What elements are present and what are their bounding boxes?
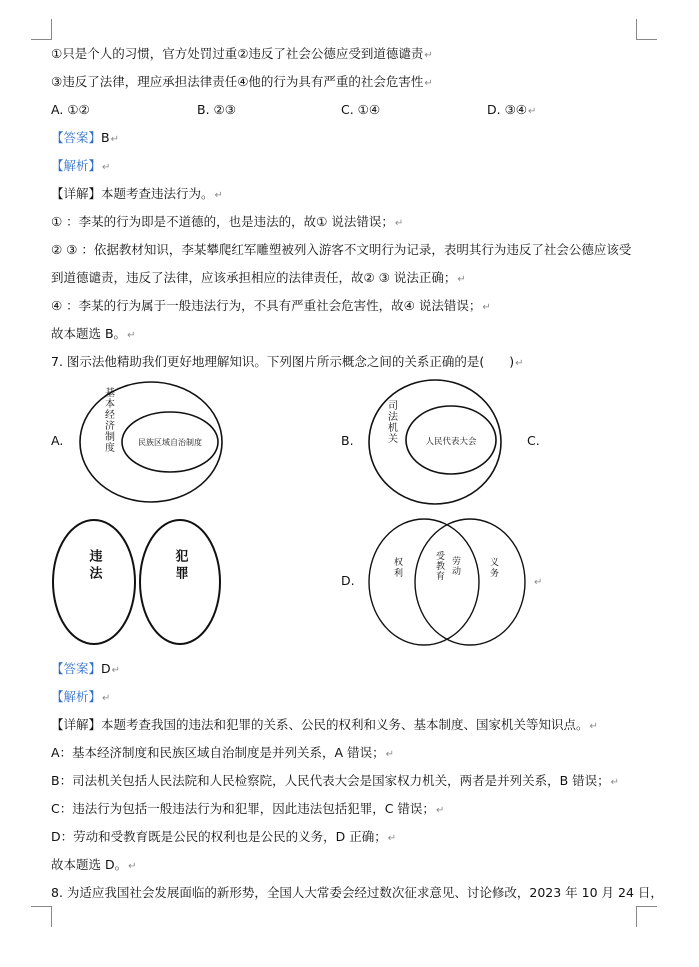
page-corner-mark — [31, 906, 52, 927]
analysis-heading: 【解析】↵ — [51, 689, 111, 704]
answer-line: 【答案】D↵ — [51, 661, 121, 676]
conclusion-line: 故本题选 B。↵ — [51, 326, 136, 341]
figure-a-label: A. — [51, 433, 64, 448]
option-a: A. ①② — [51, 102, 90, 117]
figure-a-diagram — [78, 380, 224, 508]
text-line: D：劳动和受教育既是公民的权利也是公民的义务，D 正确；↵ — [51, 829, 397, 844]
option-d: D. ③④↵ — [487, 102, 537, 117]
question-8: 8. 为适应我国社会发展面临的新形势，全国人大常委会经过数次征求意见、讨论修改，2023 年 10 月 24 日， — [51, 885, 663, 900]
figure-d-right-label: 义务 — [488, 557, 498, 579]
text-line: ② ③ ：依据教材知识，李某攀爬红军雕塑被列入游客不文明行为记录，表明其行为违反了社会公德应该受 — [51, 242, 632, 257]
answer-line: 【答案】B↵ — [51, 130, 119, 145]
text-line: B：司法机关包括人民法院和人民检察院，人民代表大会是国家权力机关，两者是并列关系，B 错误；↵ — [51, 773, 620, 788]
figure-a-inner-label: 民族区域自治制度 — [138, 438, 202, 447]
figure-d-label: D. — [341, 573, 355, 588]
option-c: C. ①④ — [341, 102, 381, 117]
text-line: A：基本经济制度和民族区域自治制度是并列关系，A 错误；↵ — [51, 745, 394, 760]
figure-b-outer-label: 司法机关 — [385, 400, 397, 444]
conclusion-line: 故本题选 D。↵ — [51, 857, 137, 872]
page-corner-mark — [636, 906, 657, 927]
figure-d-diagram — [367, 516, 527, 652]
text-line: 到道德谴责，违反了法律，应该承担相应的法律责任，故② ③ 说法正确；↵ — [51, 270, 466, 285]
detail-line: 【详解】本题考查我国的违法和犯罪的关系、公民的权利和义务、基本制度、国家机关等知识点。↵ — [51, 717, 598, 732]
figure-b-label: B. — [341, 433, 354, 448]
text-line: ① ：李某的行为即是不道德的，也是违法的，故① 说法错误；↵ — [51, 214, 404, 229]
text-line: ③违反了法律，理应承担法律责任④他的行为具有严重的社会危害性↵ — [51, 74, 433, 89]
figure-a-outer-label: 基本经济制度 — [102, 387, 114, 453]
option-b: B. ②③ — [197, 102, 236, 117]
figure-c-right-label: 犯罪 — [172, 549, 188, 583]
question-7: 7. 图示法他精助我们更好地理解知识。下列图片所示概念之间的关系正确的是( )↵ — [51, 354, 524, 369]
paragraph-mark: ↵ — [534, 577, 543, 588]
text-line: ④ ：李某的行为属于一般违法行为，不具有严重社会危害性，故④ 说法错误；↵ — [51, 298, 491, 313]
figure-c-diagram — [50, 518, 225, 652]
page-corner-mark — [31, 19, 52, 40]
figure-d-middle-label-b: 劳动 — [450, 556, 460, 576]
figure-c-left-label: 违法 — [86, 549, 102, 583]
figure-b-inner-label: 人民代表大会 — [425, 437, 477, 447]
analysis-heading: 【解析】↵ — [51, 158, 111, 173]
figure-d-left-label: 权利 — [392, 557, 402, 579]
figure-d-middle-label-a: 受教育 — [434, 551, 444, 581]
text-line: C：违法行为包括一般违法行为和犯罪，因此违法包括犯罪，C 错误；↵ — [51, 801, 445, 816]
detail-line: 【详解】本题考查违法行为。↵ — [51, 186, 223, 201]
figure-b-diagram — [367, 378, 503, 510]
page-corner-mark — [636, 19, 657, 40]
figure-c-label: C. — [527, 433, 540, 448]
text-line: ①只是个人的习惯，官方处罚过重②违反了社会公德应受到道德谴责↵ — [51, 46, 433, 61]
